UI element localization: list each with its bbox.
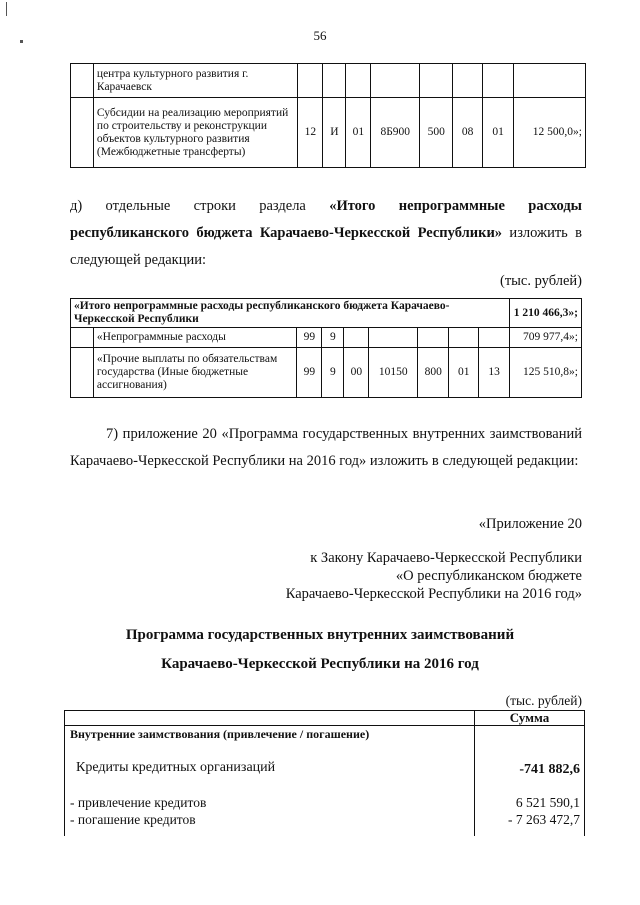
paragraph-d-suffix: изложить в следующей редакции: — [70, 225, 582, 268]
non-program-expenses-table — [70, 298, 582, 398]
row-name: Субсидии на реализацию мероприятий по строительству и реконструкции объектов культурного развития (Межбюджетные трансферты) — [93, 98, 297, 168]
amount-cell: 12 500,0»; — [514, 98, 586, 168]
appendix-line-2: «О республиканском бюджете — [395, 568, 582, 584]
code-cell: 01 — [449, 348, 479, 398]
section-total-amount: 1 210 466,3»; — [510, 299, 582, 328]
code-cell: 08 — [453, 98, 483, 168]
code-cell: 800 — [418, 348, 449, 398]
code-cell: 99 — [297, 348, 322, 398]
code-cell: 10150 — [369, 348, 418, 398]
amount-cell: 709 977,4»; — [510, 328, 582, 348]
code-cell: 8Б900 — [371, 98, 420, 168]
repay-credits-label: - погашение кредитов — [70, 812, 196, 827]
code-cell: 12 — [298, 98, 323, 168]
table-header-row — [71, 299, 582, 328]
borrowing-header-divider — [65, 725, 584, 726]
credits-label: Кредиты кредитных организаций — [76, 760, 276, 775]
code-cell: 99 — [297, 328, 322, 348]
row-name: «Непрограммные расходы — [93, 328, 297, 348]
amount-cell: 125 510,8»; — [510, 348, 582, 398]
row-name: «Прочие выплаты по обязательствам государства (Иные бюджетные ассигнования) — [93, 348, 297, 398]
row-name: центра культурного развития г. Карачаевск — [93, 64, 297, 98]
units-label: (тыс. рублей) — [505, 693, 582, 708]
code-cell: 13 — [479, 348, 510, 398]
appendix-title: «Приложение 20 — [478, 516, 582, 532]
program-title-line-1: Программа государственных внутренних заимствований — [125, 627, 515, 643]
code-cell: И — [323, 98, 346, 168]
paragraph-d-prefix: д) отдельные строки раздела — [70, 198, 330, 214]
code-cell: 500 — [420, 98, 453, 168]
program-title-line-2: Карачаево-Черкесской Республики на 2016 год — [161, 656, 479, 672]
code-cell: 9 — [322, 348, 344, 398]
section-total-label: «Итого непрограммные расходы республиканского бюджета Карачаево-Черкесской Республики — [71, 299, 510, 328]
table-row — [71, 348, 582, 398]
code-cell: 01 — [483, 98, 514, 168]
code-cell: 01 — [346, 98, 371, 168]
page-number: 56 — [313, 28, 327, 43]
borrowing-column-divider — [474, 711, 475, 836]
table-row — [71, 328, 582, 348]
attract-credits-label: - привлечение кредитов — [70, 795, 207, 810]
table-row — [71, 98, 586, 168]
sum-column-header: Сумма — [509, 710, 550, 725]
code-cell: 9 — [322, 328, 344, 348]
budget-table-continuation — [70, 63, 586, 168]
table-row — [71, 64, 586, 98]
code-cell: 00 — [344, 348, 369, 398]
paragraph-d — [70, 193, 582, 274]
credits-value: -741 882,6 — [519, 762, 580, 777]
attract-credits-value: 6 521 590,1 — [515, 795, 580, 810]
appendix-line-1: к Закону Карачаево-Черкесской Республики — [310, 550, 582, 566]
units-label: (тыс. рублей) — [500, 273, 582, 289]
scan-mark-top-left — [6, 2, 7, 16]
paragraph-7: 7) приложение 20 «Программа государственных внутренних заимствований Карачаево-Черкесской Республики на 2016 год» изложить в следующей редакции: — [70, 426, 582, 469]
appendix-line-3: Карачаево-Черкесской Республики на 2016 год» — [285, 586, 582, 602]
section-label: Внутренние заимствования (привлечение / погашение) — [70, 727, 370, 741]
paragraph-d-bold: «Итого непрограммные расходы республиканского бюджета Карачаево-Черкесской Республики» — [70, 198, 582, 241]
repay-credits-value: - 7 263 472,7 — [508, 812, 580, 827]
